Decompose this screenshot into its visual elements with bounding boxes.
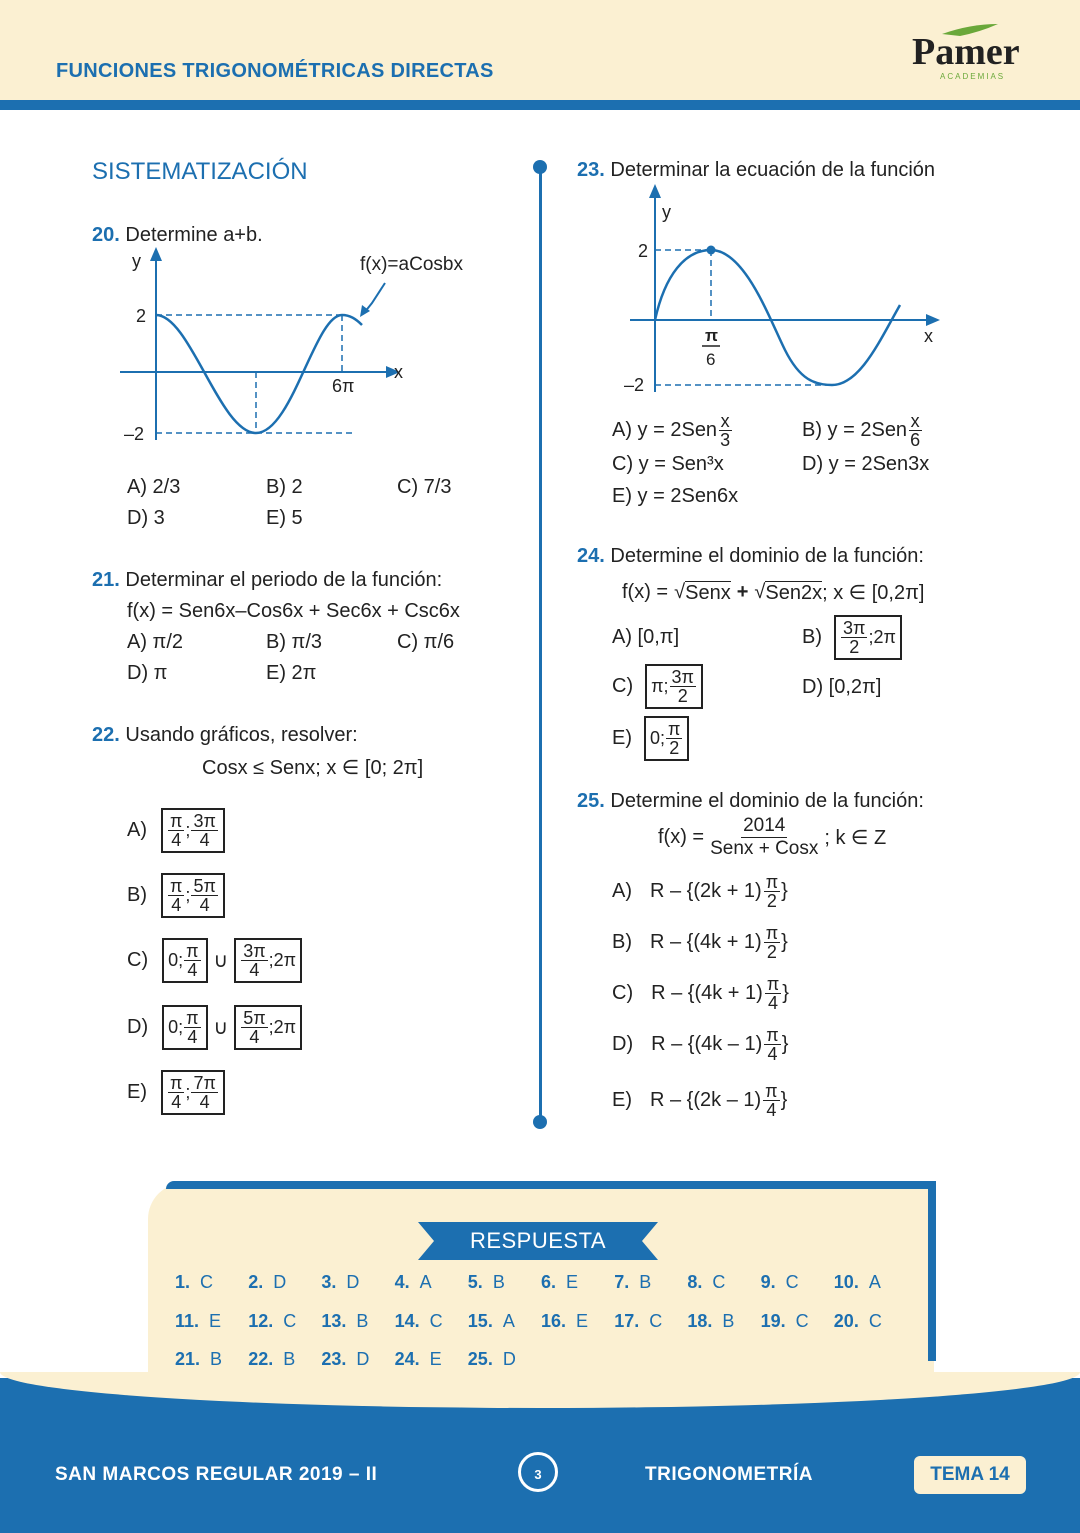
formula-q24: f(x) = √ Senx + √ Sen2x ; x ∈ [0,2π] (622, 581, 925, 604)
divider-dot-top (533, 160, 547, 174)
header-divider (0, 100, 1080, 110)
logo-subtitle: ACADEMIAS (940, 72, 1006, 81)
answer-item: 13. B (321, 1310, 369, 1331)
respuesta-title: RESPUESTA (469, 1228, 607, 1253)
question-number: 22. (92, 724, 120, 746)
tick-label-6pi: 6π (332, 376, 355, 396)
question-number: 23. (577, 159, 605, 181)
answer-item: 7. B (614, 1272, 652, 1292)
question-22 (92, 724, 358, 747)
answer-item: 22. B (248, 1349, 296, 1369)
option-e (127, 1070, 225, 1115)
section-title: SISTEMATIZACIÓN (92, 158, 308, 185)
answer-item: 5. B (467, 1272, 505, 1292)
answer-item: 3. D (321, 1272, 360, 1292)
answer-item: 16. E (541, 1310, 589, 1331)
answer-item: 8. C (687, 1272, 726, 1292)
option-c: C) R – {(4k + 1) $\frac{\pi}{4}$ } (612, 974, 789, 1013)
option-label: E) (127, 1081, 147, 1103)
option-label: C) (127, 949, 149, 971)
footer-course: SAN MARCOS REGULAR 2019 – II (55, 1464, 378, 1485)
tick-label-6: 6 (706, 350, 716, 369)
header-title: FUNCIONES TRIGONOMÉTRICAS DIRECTAS (56, 60, 494, 82)
interval: 0; $\frac{\pi}{4}$ (162, 938, 207, 983)
interval: $\frac{\pi}{4}$ ; $\frac{7\pi}{4}$ (161, 1070, 225, 1115)
tema-badge: TEMA 14 (914, 1456, 1026, 1494)
answer-panel-border-right (928, 1181, 936, 1361)
option-a: A) 2/3 (127, 476, 181, 498)
graph-q23 (610, 180, 950, 395)
answer-item: 1. C (175, 1272, 214, 1292)
interval: $\frac{\pi}{4}$ ; $\frac{5\pi}{4}$ (161, 873, 225, 918)
option-e: E) y = 2Sen6x (612, 485, 739, 507)
option-d: D) [0,2π] (802, 676, 882, 698)
answer-item: 9. C (760, 1272, 799, 1292)
footer-subject: TRIGONOMETRÍA (645, 1464, 813, 1485)
option-c: C) y = Sen³x (612, 453, 724, 475)
column-divider (539, 168, 542, 1124)
option-e: E) R – {(2k – 1) $\frac{\pi}{4}$ } (612, 1081, 788, 1120)
option-d: D) 0; $\frac{\pi}{4}$ ∪ $\frac{5\pi}{4}$ ;2π (127, 1005, 302, 1050)
question-number: 21. (92, 569, 120, 591)
question-24 (577, 545, 924, 568)
answer-panel-border (166, 1181, 936, 1189)
option-b: B) $\frac{3\pi}{2}$ ;2π (802, 615, 902, 660)
answer-item: 24. E (394, 1349, 442, 1369)
formula-q25: f(x) = $\frac{2014}{\text{Senx + Cosx}}$ ; k ∈ Z (658, 815, 887, 859)
answer-item: 21. B (175, 1349, 223, 1369)
answer-item: 14. C (394, 1310, 443, 1331)
option-a: A) y = 2Sen $\frac{x}{3}$ (612, 411, 731, 450)
question-21 (92, 569, 442, 592)
answer-item: 17. C (614, 1310, 663, 1331)
option-b (127, 873, 225, 918)
option-a: A) π/2 (127, 631, 184, 653)
tick-label-2: 2 (638, 241, 649, 261)
option-e: E) 2π (266, 662, 317, 684)
answer-item: 4. A (394, 1272, 432, 1292)
question-text: Determine el dominio de la función: (610, 545, 924, 567)
answer-item: 20. C (833, 1310, 882, 1331)
tick-label-2: 2 (136, 306, 147, 326)
answer-item: 23. D (321, 1349, 370, 1369)
answer-item: 15. A (467, 1310, 515, 1331)
page-number: 3 (518, 1452, 558, 1492)
option-b: B) R – {(4k + 1) $\frac{\pi}{2}$ } (612, 923, 788, 962)
tick-label-neg2: –2 (124, 424, 145, 444)
question-25 (577, 790, 924, 813)
option-label: A) (127, 819, 147, 841)
option-b: B) π/3 (266, 631, 323, 653)
interval: $\frac{3\pi}{4}$ ;2π (234, 938, 302, 983)
answer-item: 19. C (760, 1310, 809, 1331)
option-a: A) R – {(2k + 1) $\frac{\pi}{2}$ } (612, 872, 788, 911)
option-c: C) π/6 (397, 631, 455, 653)
option-c: C) π; $\frac{3\pi}{2}$ (612, 664, 703, 709)
answer-item: 18. B (687, 1310, 735, 1331)
question-text: Determinar la ecuación de la función (610, 159, 936, 181)
answer-item: 6. E (541, 1272, 579, 1292)
answer-item: 2. D (248, 1272, 287, 1292)
question-number: 24. (577, 545, 605, 567)
question-number: 25. (577, 790, 605, 812)
question-text: Determine a+b. (125, 224, 263, 246)
tick-label-neg2: –2 (624, 375, 645, 395)
question-20 (92, 224, 263, 247)
formula-q22: Cosx ≤ Senx; x ∈ [0; 2π] (202, 757, 424, 779)
answer-item: 10. A (833, 1272, 881, 1292)
option-d: D) y = 2Sen3x (802, 453, 930, 475)
option-e: E) 0; $\frac{\pi}{2}$ (612, 716, 689, 761)
question-23 (577, 159, 935, 182)
interval: 0; $\frac{\pi}{4}$ (162, 1005, 207, 1050)
option-b: B) y = 2Sen $\frac{x}{6}$ (802, 411, 921, 450)
question-text: Determine el dominio de la función: (610, 790, 924, 812)
tick-label-pi: π (705, 326, 719, 345)
answer-item: 11. E (175, 1310, 222, 1331)
option-label: B) (127, 884, 147, 906)
answer-item: 25. D (467, 1349, 516, 1369)
function-label: f(x)=aCosbx (360, 254, 463, 275)
axis-label-x: x (394, 362, 403, 382)
question-number: 20. (92, 224, 120, 246)
axis-label-x: x (924, 326, 933, 346)
divider-dot-bottom (533, 1115, 547, 1129)
question-text: Usando gráficos, resolver: (125, 724, 358, 746)
axis-label-y: y (132, 251, 141, 271)
option-a: A) [0,π] (612, 626, 680, 648)
option-label: D) (127, 1016, 149, 1038)
option-d: D) 3 (127, 507, 165, 529)
option-e: E) 5 (266, 507, 303, 529)
interval: $\frac{5\pi}{4}$ ;2π (234, 1005, 302, 1050)
option-d: D) π (127, 662, 168, 684)
question-text: Determinar el periodo de la función: (125, 569, 443, 591)
interval: $\frac{\pi}{4}$ ; $\frac{3\pi}{4}$ (161, 808, 225, 853)
axis-label-y: y (662, 202, 671, 222)
option-b: B) 2 (266, 476, 303, 498)
graph-q20 (110, 245, 500, 445)
option-c: C) 7/3 (397, 476, 452, 498)
option-d: D) R – {(4k – 1) $\frac{\pi}{4}$ } (612, 1025, 789, 1064)
logo: Pamer (912, 31, 1020, 73)
option-c: C) 0; $\frac{\pi}{4}$ ∪ $\frac{3\pi}{4}$ ;2π (127, 938, 302, 983)
option-a (127, 808, 225, 853)
formula-q21: f(x) = Sen6x–Cos6x + Sec6x + Csc6x (127, 600, 460, 622)
answer-item: 12. C (248, 1310, 297, 1331)
